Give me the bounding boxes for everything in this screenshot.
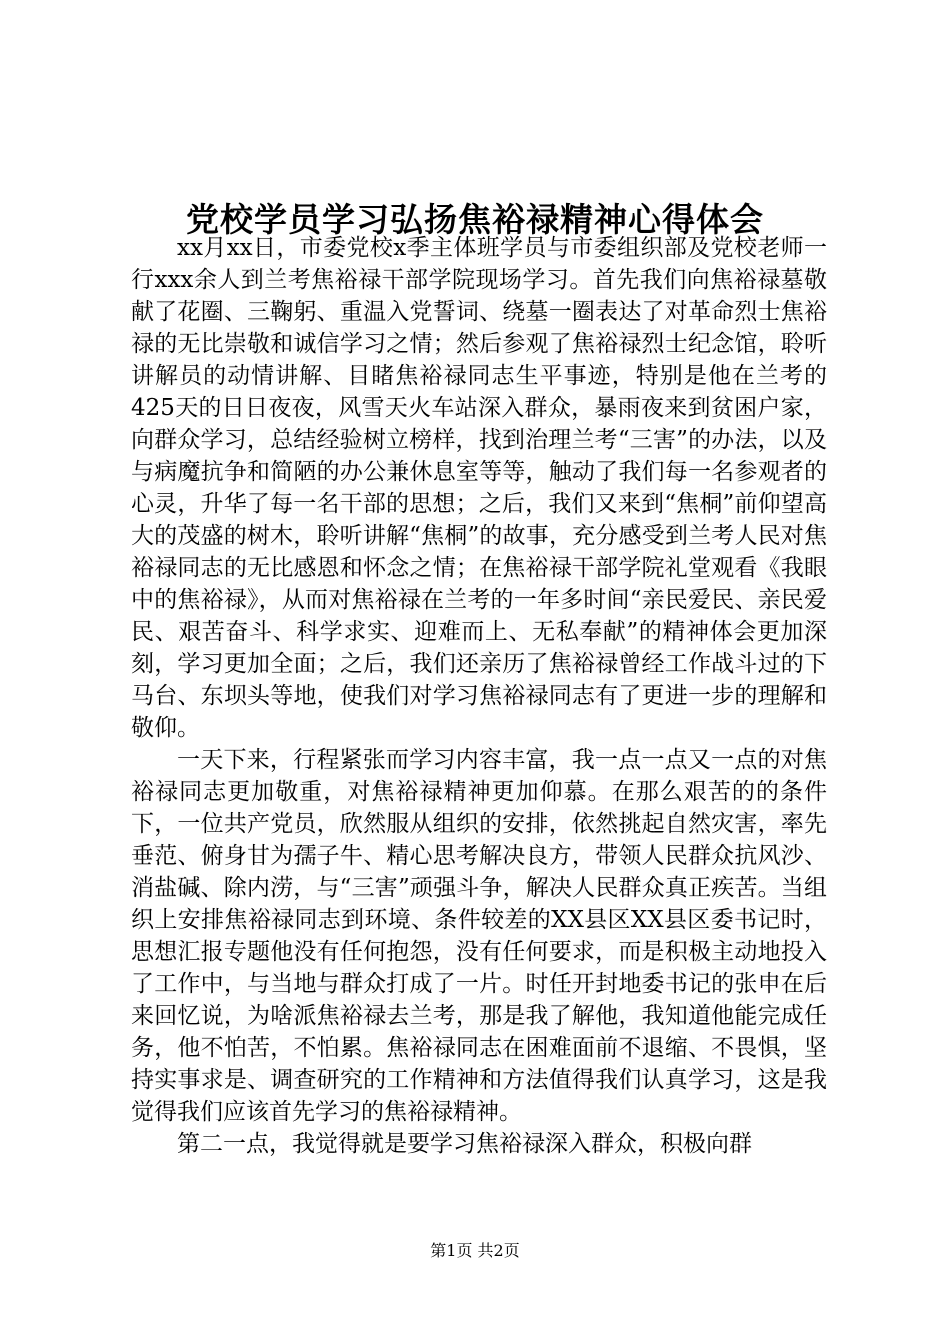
page-title: 党校学员学习弘扬焦裕禄精神心得体会 — [186, 200, 764, 240]
page-footer: 第1页 共2页 — [430, 1241, 520, 1260]
paragraph-3: 第二一点，我觉得就是要学习焦裕禄深入群众，积极向群 — [177, 1131, 752, 1157]
paragraph-2: 一天下来，行程紧张而学习内容丰富，我一点一点又一点的对焦裕禄同志更加敬重，对焦裕禄精神更加仰慕。在那么艰苦的的条件下，一位共产党员，欣然服从组织的安排，依然挑起自然灾害，率先垂范、俯身甘为孺子牛、精心思考解决良方，带领人民群众抗风沙、消盐碱、除内涝，与“三害”顽强斗争，解决人民群众真正疾苦。当组织上安排焦裕禄同志到环境、条件较差的XX县区XX县区委书记时，思想汇报专题他没有任何抱怨，没有任何要求，而是积极主动地投入了工作中，与当地与群众打成了一片。时任开封地委书记的张申在后来回忆说，为啥派焦裕禄去兰考，那是我了解他，我知道他能完成任务，他不怕苦，不怕累。焦裕禄同志在困难面前不退缩、不畏惧，坚持实事求是、调查研究的工作精神和方法值得我们认真学习，这是我觉得我们应该首先学习的焦裕禄精神。 — [131, 747, 827, 1125]
paragraph-1: xx月xx日，市委党校x季主体班学员与市委组织部及党校老师一行xxx余人到兰考焦裕禄干部学院现场学习。首先我们向焦裕禄墓敬献了花圈、三鞠躬、重温入党誓词、绕墓一圈表达了对革命烈士焦裕禄的无比崇敬和诚信学习之情；然后参观了焦裕禄烈士纪念馆，聆听讲解员的动情讲解、目睹焦裕禄同志生平事迹，特别是他在兰考的425天的日日夜夜，风雪天火车站深入群众，暴雨夜来到贫困户家，向群众学习，总结经验树立榜样，找到治理兰考“三害”的办法，以及与病魔抗争和简陋的办公兼休息室等等，触动了我们每一名参观者的心灵，升华了每一名干部的思想；之后，我们又来到“焦桐”前仰望高大的茂盛的树木，聆听讲解“焦桐”的故事，充分感受到兰考人民对焦裕禄同志的无比感恩和怀念之情；在焦裕禄干部学院礼堂观看《我眼中的焦裕禄》，从而对焦裕禄在兰考的一年多时间“亲民爱民、亲民爱民、艰苦奋斗、科学求实、迎难而上、无私奉献”的精神体会更加深刻，学习更加全面；之后，我们还亲历了焦裕禄曾经工作战斗过的下马台、东坝头等地，使我们对学习焦裕禄同志有了更进一步的理解和敬仰。 — [131, 235, 827, 741]
document-body — [131, 232, 827, 1160]
